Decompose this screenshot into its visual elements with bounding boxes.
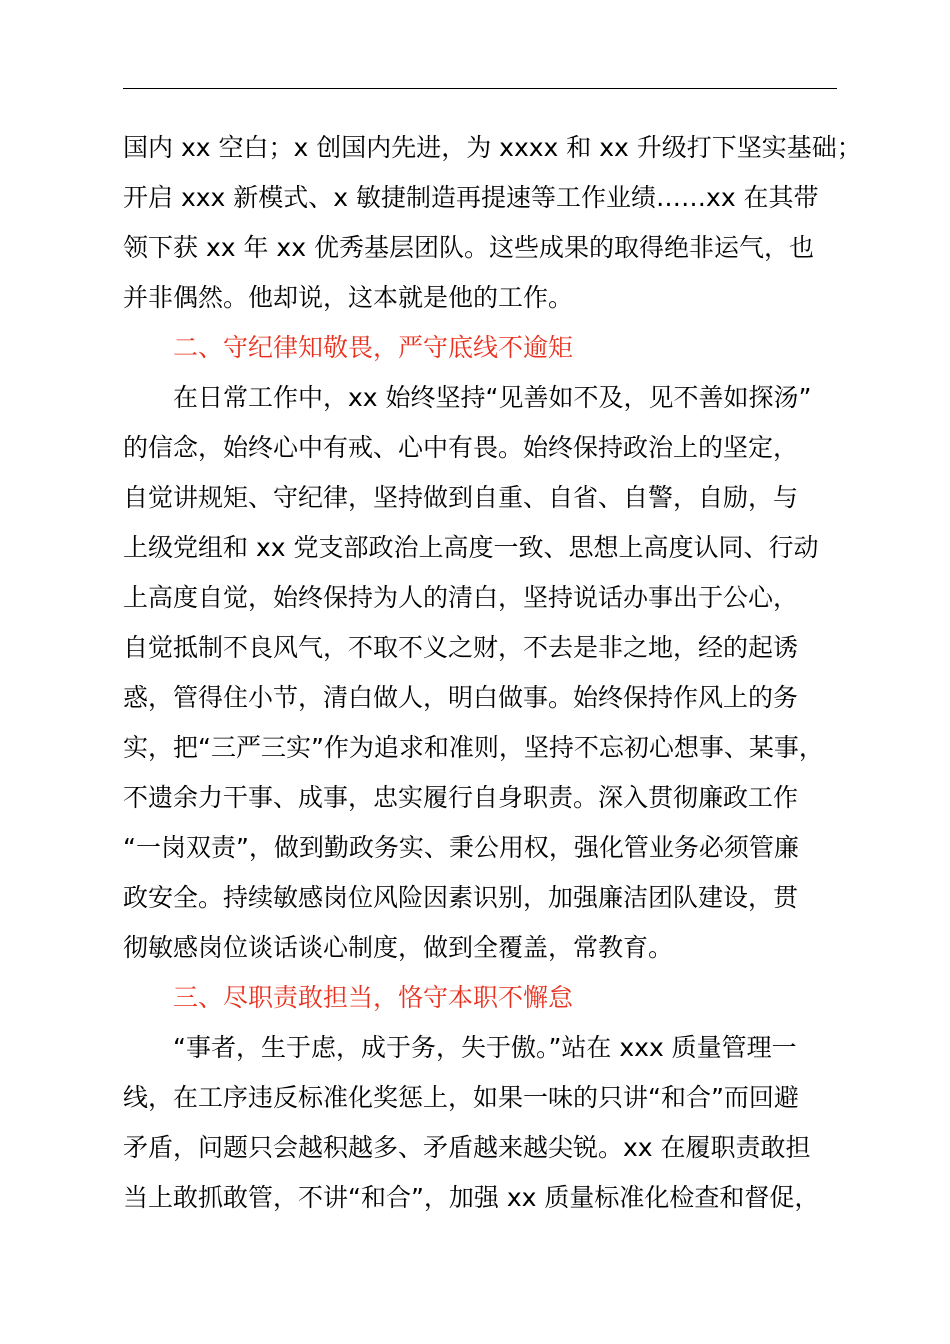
paragraph-line: 政安全。持续敏感岗位风险因素识别，加强廉洁团队建设，贯 (123, 883, 799, 912)
paragraph-line: 惑，管得住小节，清白做人，明白做事。始终保持作风上的务 (123, 683, 799, 712)
paragraph-line: “事者，生于虑，成于务，失于傲。”站在 xxx 质量管理一 (173, 1033, 797, 1062)
header-rule (123, 88, 837, 89)
paragraph-line: 当上敢抓敢管，不讲“和合”，加强 xx 质量标准化检查和督促， (123, 1183, 820, 1212)
paragraph-line: 领下获 xx 年 xx 优秀基层团队。这些成果的取得绝非运气，也 (123, 233, 814, 262)
paragraph-line: 上高度自觉，始终保持为人的清白，坚持说话办事出于公心， (123, 583, 799, 612)
section-heading-2: 二、守纪律知敬畏，严守底线不逾矩 (173, 333, 574, 362)
paragraph-line: 在日常工作中，xx 始终坚持“见善如不及，见不善如探汤” (173, 383, 812, 412)
paragraph-line: 实，把“三严三实”作为追求和准则，坚持不忘初心想事、某事， (123, 733, 824, 762)
paragraph-line: 线，在工序违反标准化奖惩上，如果一味的只讲“和合”而回避 (123, 1083, 799, 1112)
paragraph-line: 矛盾，问题只会越积越多、矛盾越来越尖锐。xx 在履职责敢担 (123, 1133, 811, 1162)
paragraph-line: 不遗余力干事、成事，忠实履行自身职责。深入贯彻廉政工作 (123, 783, 799, 812)
paragraph-line: 彻敏感岗位谈话谈心制度，做到全覆盖，常教育。 (123, 933, 674, 962)
paragraph-line: 上级党组和 xx 党支部政治上高度一致、思想上高度认同、行动 (123, 533, 819, 562)
paragraph-line: 开启 xxx 新模式、x 敏捷制造再提速等工作业绩……xx 在其带 (123, 183, 819, 212)
paragraph-line: 国内 xx 空白；x 创国内先进，为 xxxx 和 xx 升级打下坚实基础； (123, 133, 862, 162)
paragraph-line: 自觉抵制不良风气，不取不义之财，不去是非之地，经的起诱 (123, 633, 799, 662)
section-heading-3: 三、尽职责敢担当，恪守本职不懈怠 (173, 983, 574, 1012)
paragraph-line: 并非偶然。他却说，这本就是他的工作。 (123, 283, 574, 312)
paragraph-line: 的信念，始终心中有戒、心中有畏。始终保持政治上的坚定， (123, 433, 799, 462)
paragraph-line: “一岗双责”，做到勤政务实、秉公用权，强化管业务必须管廉 (123, 833, 799, 862)
paragraph-line: 自觉讲规矩、守纪律，坚持做到自重、自省、自警，自励，与 (123, 483, 799, 512)
